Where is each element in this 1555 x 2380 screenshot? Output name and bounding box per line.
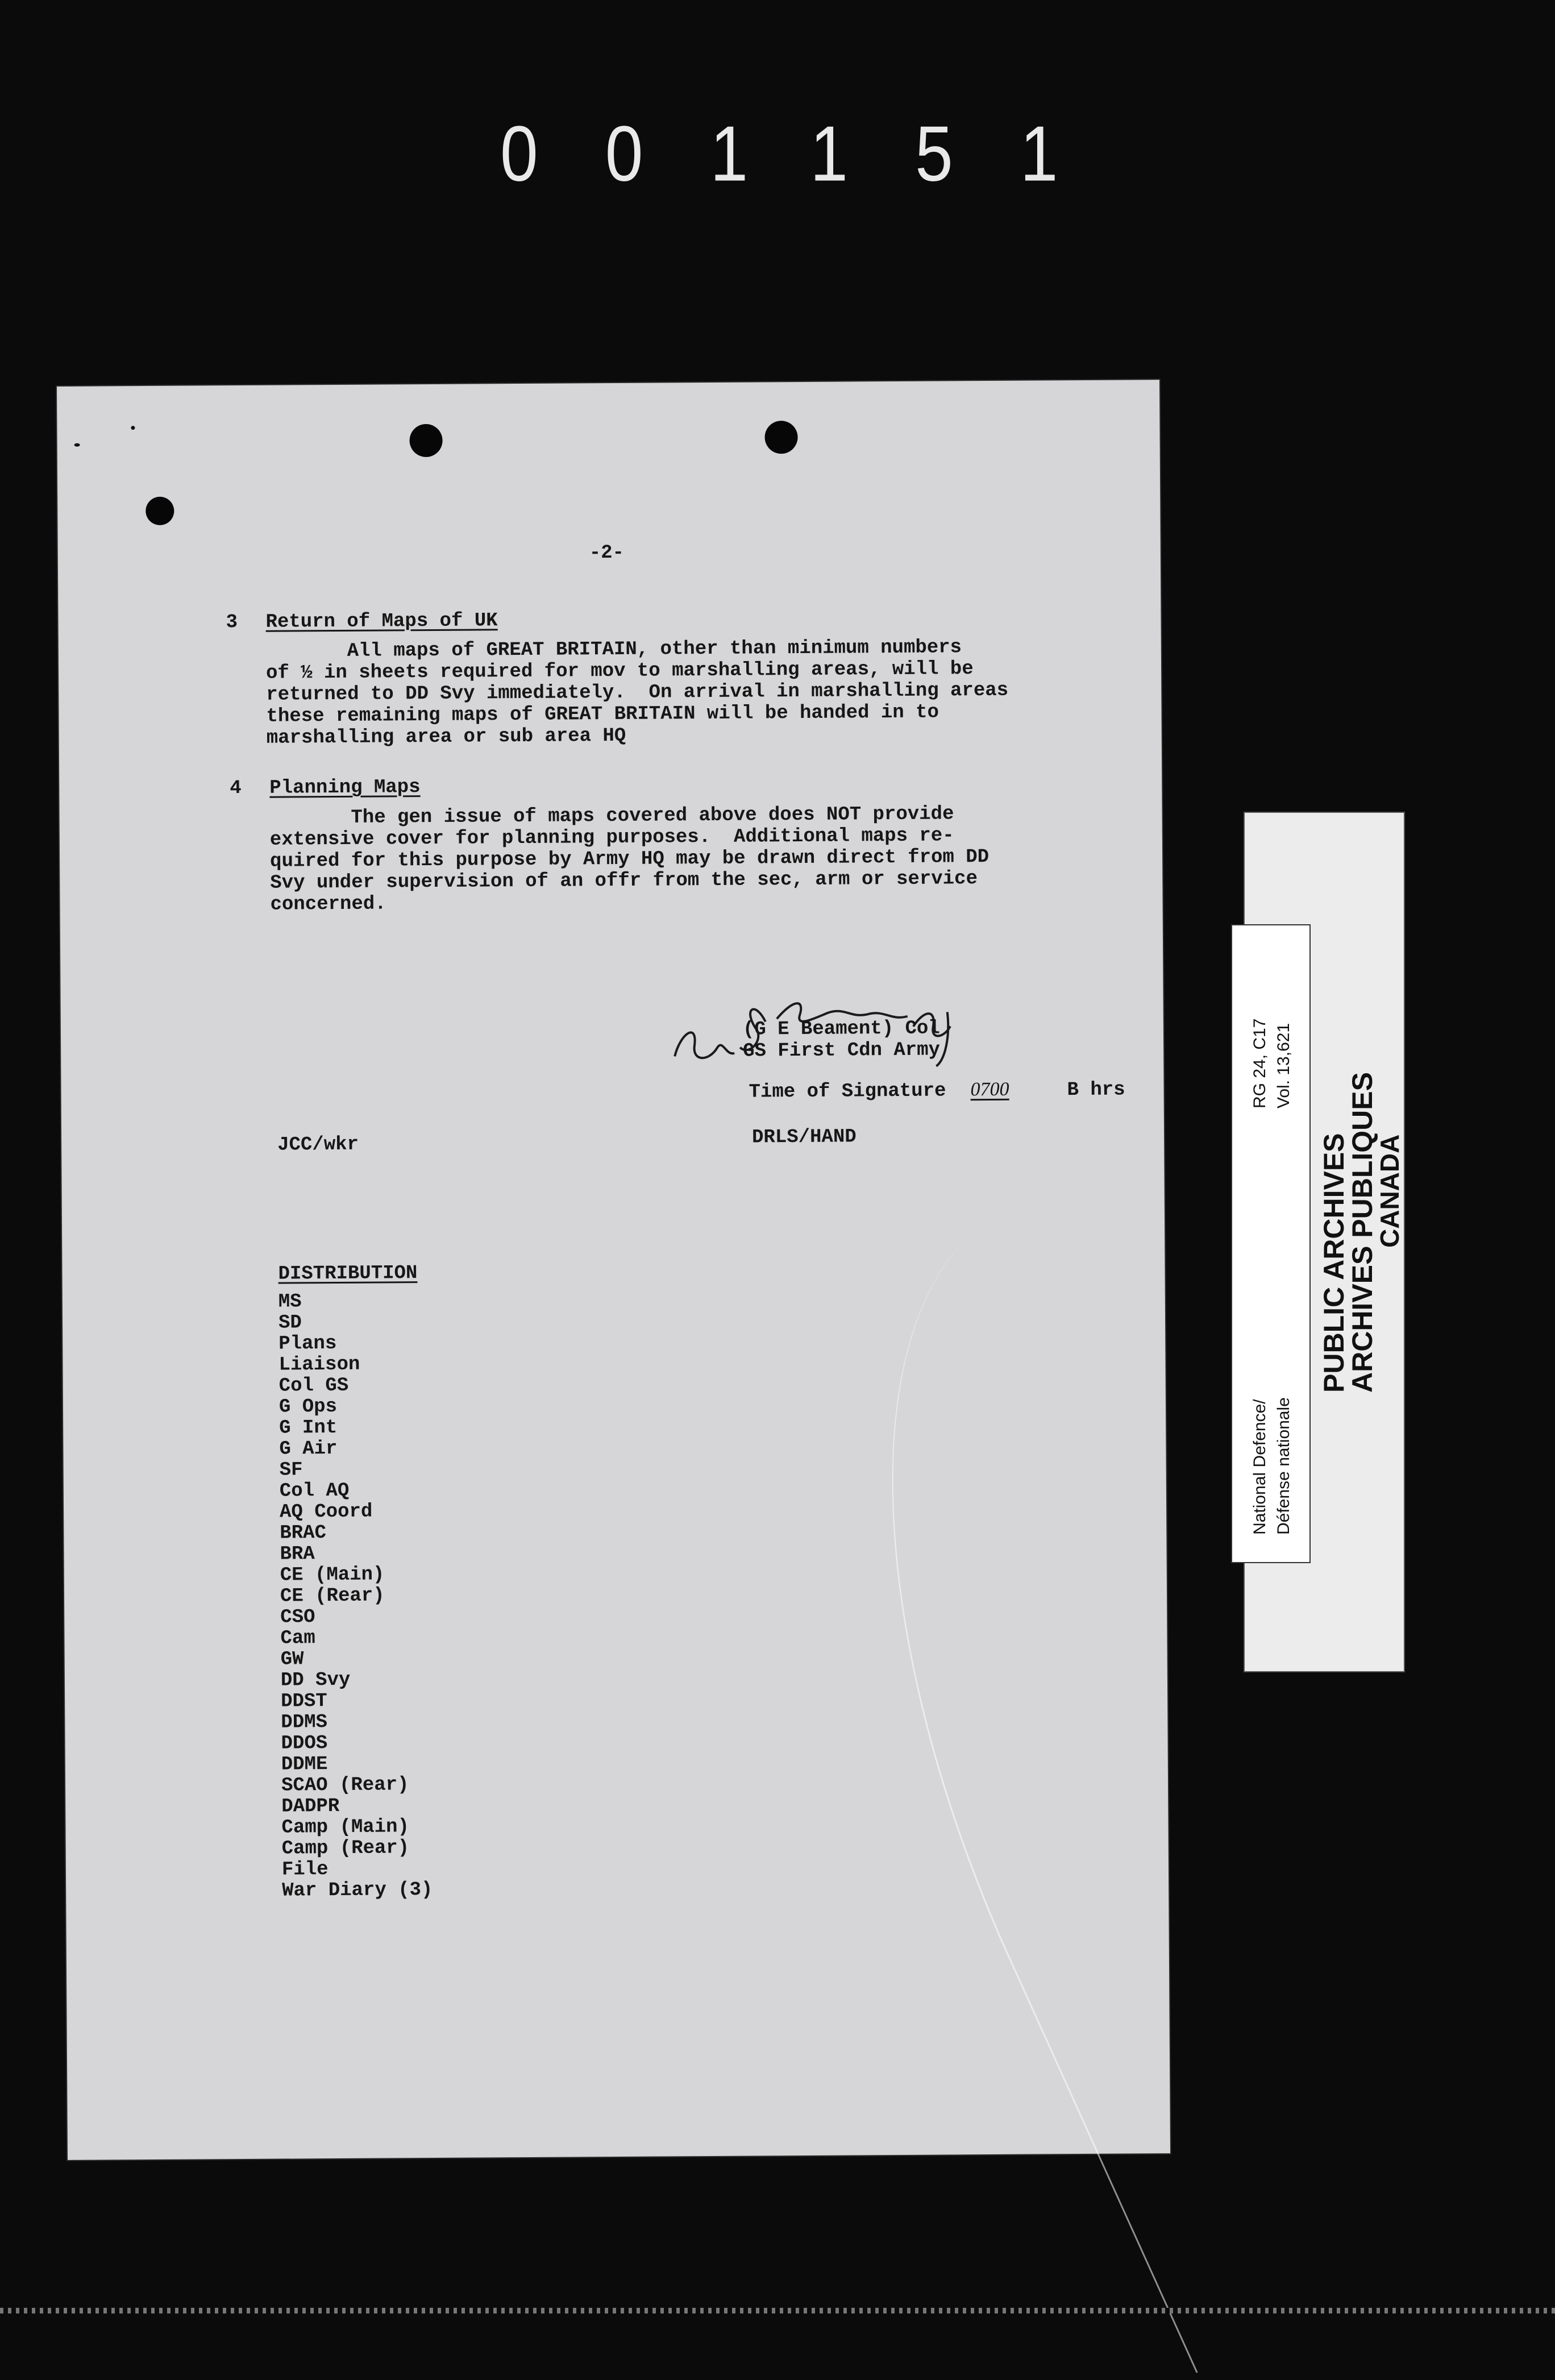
section-4-body xyxy=(270,803,989,916)
list-item: DD Svy xyxy=(280,1669,351,1692)
list-item: SCAO (Rear) xyxy=(281,1774,409,1797)
list-item: DDME xyxy=(281,1754,328,1776)
archive-label-insert xyxy=(1232,925,1309,1562)
archive-label-line1: PUBLIC ARCHIVES xyxy=(1318,1133,1350,1393)
list-item: Col GS xyxy=(278,1374,349,1397)
list-item: CSO xyxy=(280,1606,315,1629)
department-fr: Défense nationale xyxy=(1274,1397,1293,1535)
text-line: The gen issue of maps covered above does NOT provide xyxy=(269,803,954,829)
text-line: concerned. xyxy=(270,893,386,916)
text-line: these remaining maps of GREAT BRITAIN will be handed in to xyxy=(266,701,939,728)
signatory-title: GS First Cdn Army xyxy=(743,1039,941,1062)
list-item: Camp (Rear) xyxy=(281,1837,410,1860)
volume-number: Vol. 13,621 xyxy=(1274,1023,1293,1108)
list-item: AQ Coord xyxy=(279,1501,373,1523)
list-item: BRAC xyxy=(280,1522,327,1544)
microfilm-frame-number: 001151 xyxy=(500,110,1125,198)
text-line: quired for this purpose by Army HQ may be drawn direct from DD xyxy=(269,846,989,873)
list-item: GW xyxy=(280,1648,304,1671)
list-item: MS xyxy=(278,1291,302,1313)
list-item: Camp (Main) xyxy=(281,1816,410,1839)
reference-initials: JCC/wkr xyxy=(277,1133,359,1156)
list-item: War Diary (3) xyxy=(282,1879,433,1902)
punch-hole xyxy=(764,421,797,454)
film-edge xyxy=(0,2308,1555,2313)
list-item: Plans xyxy=(278,1333,337,1355)
list-item: DDOS xyxy=(281,1733,328,1755)
list-item: G Ops xyxy=(278,1396,338,1418)
list-item: G Air xyxy=(279,1438,338,1460)
list-item: SF xyxy=(279,1459,303,1481)
time-of-signature-label: Time of Signature xyxy=(749,1080,946,1103)
section-4-heading: Planning Maps xyxy=(269,776,421,799)
section-4-number: 4 xyxy=(230,778,242,800)
section-3-heading: Return of Maps of UK xyxy=(265,610,498,633)
list-item: Liaison xyxy=(278,1353,360,1376)
section-3-number: 3 xyxy=(226,612,238,634)
text-line: All maps of GREAT BRITAIN, other than minimum numbers xyxy=(265,637,962,663)
list-item: G Int xyxy=(279,1417,338,1439)
time-of-signature-suffix: B hrs xyxy=(1067,1079,1125,1102)
page-number: -2- xyxy=(589,542,625,564)
list-item: DADPR xyxy=(281,1796,340,1818)
list-item: Col AQ xyxy=(279,1480,350,1502)
archive-label-line2: ARCHIVES PUBLIQUES xyxy=(1346,1072,1378,1393)
time-of-signature-value: 0700 xyxy=(970,1078,1009,1100)
document-page xyxy=(57,380,1170,2160)
section-3-body xyxy=(266,637,1009,749)
text-line: extensive cover for planning purposes. Additional maps re- xyxy=(269,825,954,851)
text-line: marshalling area or sub area HQ xyxy=(266,725,626,749)
paper-crease xyxy=(727,1126,1555,2373)
distribution-list xyxy=(278,1291,433,1902)
archive-label-line3: CANADA xyxy=(1375,1134,1404,1248)
list-item: DDMS xyxy=(281,1712,328,1734)
record-group: RG 24, C17 xyxy=(1250,1018,1269,1108)
list-item: DDST xyxy=(281,1690,327,1713)
list-item: CE (Rear) xyxy=(280,1585,385,1608)
distribution-heading: DISTRIBUTION xyxy=(278,1262,418,1285)
list-item: CE (Main) xyxy=(280,1564,385,1586)
punch-hole xyxy=(409,424,442,457)
list-item: Cam xyxy=(280,1627,315,1650)
list-item: BRA xyxy=(280,1543,315,1565)
ink-speck xyxy=(131,426,135,430)
department-en: National Defence/ xyxy=(1250,1399,1269,1535)
list-item: File xyxy=(281,1859,329,1881)
text-line: Svy under supervision of an offr from the sec, arm or service xyxy=(270,868,978,894)
text-line: returned to DD Svy immediately. On arrival in marshalling areas xyxy=(266,679,1009,706)
list-item: SD xyxy=(278,1312,302,1334)
punch-hole xyxy=(145,497,174,525)
text-line: of ½ in sheets required for mov to marshalling areas, will be xyxy=(265,658,974,684)
ink-speck xyxy=(74,443,80,447)
delivery-method: DRLS/HAND xyxy=(751,1126,857,1149)
signatory-name: (G E Beament) Col xyxy=(742,1017,940,1041)
